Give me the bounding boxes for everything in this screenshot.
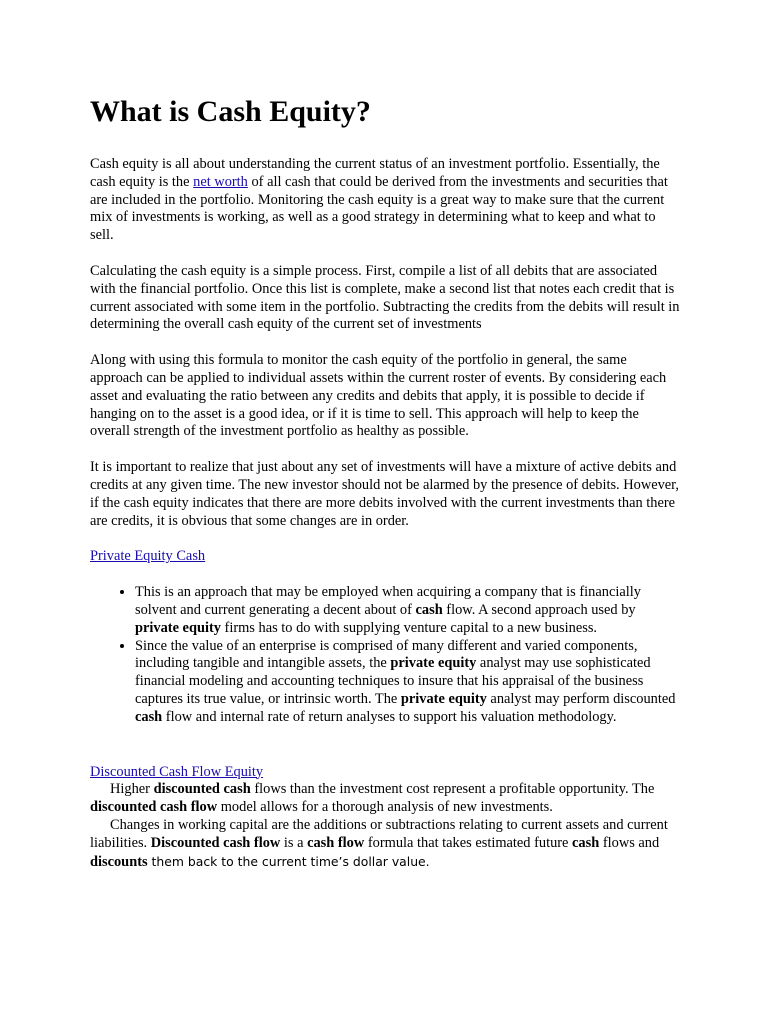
private-equity-heading bbox=[90, 548, 680, 566]
paragraph-text: Higher bbox=[110, 781, 154, 798]
bold-term: private equity bbox=[390, 655, 477, 672]
document-page bbox=[90, 95, 680, 871]
paragraph-text: formula that takes estimated future bbox=[364, 834, 573, 851]
bold-term: cash bbox=[135, 708, 163, 725]
list-text: firms has to do with supplying venture capital to a new business. bbox=[220, 619, 598, 636]
paragraph-intro bbox=[90, 156, 680, 245]
list-text: flow. A second approach used by bbox=[442, 601, 636, 618]
list-text: analyst may perform discounted bbox=[486, 690, 676, 707]
list-item bbox=[135, 638, 680, 727]
paragraph-text: model allows for a thorough analysis of new investments. bbox=[217, 799, 553, 816]
list-text: flow and internal rate of return analyses to support his valuation methodology. bbox=[162, 708, 617, 725]
paragraph-text: them back to the current time’s dollar value. bbox=[147, 853, 430, 869]
bold-term: discounted cash flow bbox=[90, 799, 218, 816]
bold-term: private equity bbox=[135, 619, 221, 636]
private-equity-cash-link[interactable]: Private Equity Cash bbox=[90, 548, 206, 565]
bold-term: cash bbox=[415, 601, 443, 618]
list-item bbox=[135, 584, 680, 637]
paragraph-text: Changes in working capital are the additions or subtractions relating to current assets and current liabilities. bbox=[90, 816, 668, 851]
private-equity-list bbox=[90, 584, 680, 726]
bold-term: cash flow bbox=[307, 834, 365, 851]
paragraph-text: flows than the investment cost represent a profitable opportunity. The bbox=[250, 781, 655, 798]
discounted-cash-flow-equity-link[interactable]: Discounted Cash Flow Equity bbox=[90, 763, 264, 780]
bold-term: cash bbox=[572, 834, 600, 851]
paragraph-calculating: Calculating the cash equity is a simple process. First, compile a list of all debits that are associated with the financial portfolio. Once this list is complete, make a second list that notes each credit that is current associated with some item in the portfolio. Subtracting the credits from the debits will result in determining the overall cash equity of the current set of investments bbox=[90, 262, 680, 333]
list-text: Since the value of an enterprise is comprised of many different and varied components, including tangible and intangible assets, the bbox=[135, 637, 638, 672]
paragraph-formula: Along with using this formula to monitor the cash equity of the portfolio in general, the same approach can be applied to individual assets within the current roster of events. By considering each asset and evaluating the ratio between any credits and debits that apply, it is possible to decide if hanging on to the asset is a good idea, or if it is time to sell. This approach will help to keep the overall strength of the investment portfolio as healthy as possible. bbox=[90, 352, 667, 440]
spacer bbox=[90, 727, 680, 764]
list-text: analyst may use sophisticated financial modeling and accounting techniques to insure that his appraisal of the business captures its true value, or intrinsic worth. The bbox=[135, 655, 651, 707]
paragraph-text: is a bbox=[280, 834, 308, 851]
paragraph-text: of all cash that could be derived from the investments and securities that are included in the portfolio. Monitoring the cash equity is a great way to make sure that the current mix of investments is working, as well as a good strategy in determining what to keep and what to sell. bbox=[90, 173, 668, 244]
paragraph-important: It is important to realize that just about any set of investments will have a mixture of active debits and credits at any given time. The new investor should not be alarmed by the presence of debits. However, if the cash equity indicates that there are more debits involved with the current investments than there are credits, it is obvious that some changes are in order. bbox=[90, 459, 679, 529]
dcf-heading bbox=[90, 764, 680, 782]
paragraph-text: Cash equity is all about understanding the current status of an investment portfolio. Essentially, the cash equity is the bbox=[90, 156, 660, 190]
net-worth-link[interactable]: net worth bbox=[193, 173, 248, 190]
bold-term: private equity bbox=[400, 690, 487, 707]
paragraph-text: flows and bbox=[599, 834, 660, 851]
bold-term: Discounted cash flow bbox=[150, 834, 281, 851]
bold-term: discounts bbox=[90, 853, 148, 870]
bold-term: discounted cash bbox=[153, 781, 251, 798]
list-text: This is an approach that may be employed when acquiring a company that is financially solvent and current generating a decent about of bbox=[135, 584, 641, 618]
paragraph-dcf-2 bbox=[90, 817, 680, 871]
paragraph-dcf-1 bbox=[90, 781, 680, 817]
page-title: What is Cash Equity? bbox=[90, 95, 371, 128]
